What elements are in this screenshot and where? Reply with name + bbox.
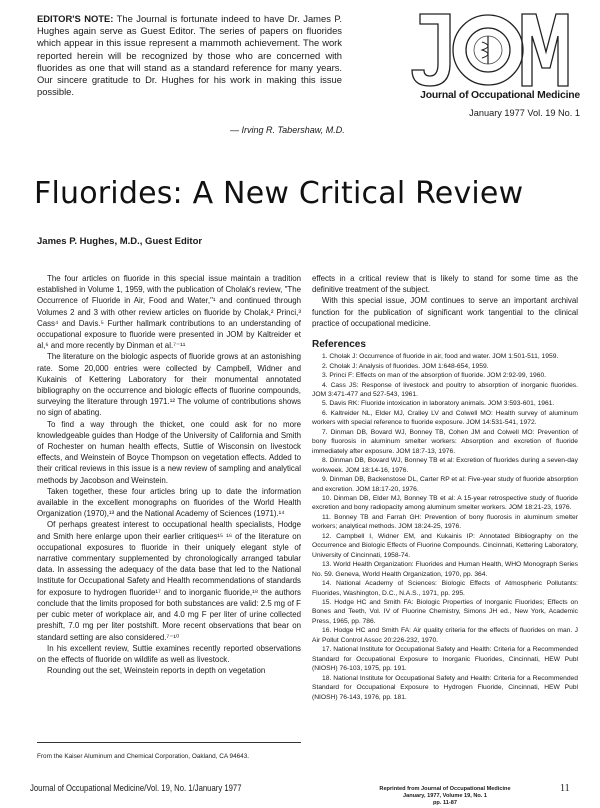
body-paragraph: Taken together, these four articles bring up to date the information available in the excellent monographs on fluorides of the World Health Organization (1970),¹³ and the National Academy of Sciences (1971).¹⁴	[37, 486, 301, 519]
reference-item: 4. Cass JS: Response of livestock and poultry to absorption of inorganic fluorides. JOM 3:471-477 and 527-543, 1961.	[312, 381, 578, 399]
reprint-line: Reprinted from Journal of Occupational Medicine	[379, 786, 511, 792]
body-paragraph: Of perhaps greatest interest to occupational health specialists, Hodge and Smith here enlarge upon their earlier critiques¹⁵ ¹⁶ of the literature on occupational exposures to fluoride in their uniquely elegant style of narrative commentary supplemented by chronologically arranged tabular data. In assessing the adequacy of the data base that led to the National Institute for Occupational Safety and Health recommendations of standards for exposure to hydrogen fluoride¹⁷ and to inorganic fluoride,¹⁸ the authors conclude that the limits proposed for both substances are valid: 2.5 mg of F per cubic meter of workplace air, and 4.0 mg F per liter of urine collected preshift, 7.0 mg per liter postshift. More recent observations that bear on standard setting are also considered.⁷⁻¹⁰	[37, 520, 301, 642]
jom-logo	[410, 12, 570, 88]
reference-item: 2. Cholak J: Analysis of fluorides. JOM 1:648-654, 1959.	[322, 362, 489, 370]
journal-name: Journal of Occupational Medicine	[420, 90, 580, 101]
reprint-notice	[370, 786, 520, 808]
reference-item: 6. Kaltreider NL, Elder MJ, Cralley LV and Colwell MO: Health survey of aluminum workers with special reference to fluoride exposure. JOM 14:531-541, 1972.	[312, 409, 578, 427]
reference-item: 9. Dinman DB, Backenstose DL, Carter RP et al: Five-year study of fluoride absorption and excretion. JOM 18:17-20, 1976.	[312, 476, 578, 493]
reference-item: 16. Hodge HC and Smith FA: Air quality criteria for the effects of fluorides on man. J Air Pollut Control Assoc 20:226-232, 1970.	[312, 627, 578, 644]
reference-item: 7. Dinman DB, Bovard WJ, Bonney TB, Cohen JM and Colwell MO: Prevention of bony fluorosis in aluminum smelter workers: Absorption and excretion of fluoride immediately after exposure. JOM 18:7-13, 1976.	[312, 428, 578, 455]
body-paragraph: The literature on the biologic aspects of fluoride grows at an astonishing rate. Some 20,000 entries were collected by Campbell, Widner and Kukainis of Kettering Laboratory for their monumental annotated bibliography on the occurrence and biologic effects of fluorine compounds, surveying the literature through 1971.¹² The volume of contributions shows no sign of abating.	[37, 352, 301, 418]
body-paragraph: The four articles on fluoride in this special issue maintain a tradition established in Volume 1, 1959, with the publication of Cholak's review, "The Occurrence of Fluoride in Air, Food and Water,"¹ and continued through Volumes 2 and 3 with other review articles on fluoride by Cholak,² Princi,³ Cass⁴ and Davis.⁵ Further hallmark contributions to an understanding of occupational exposure to fluoride were presented in JOM by Kaltreider et al,⁶ and more recently by Dinman et al.⁷⁻¹¹	[37, 274, 301, 351]
left-column	[37, 273, 301, 676]
reference-item: 11. Bonney TB and Farrah GH: Prevention of bony fluorosis in aluminum smelter workers; analytical methods. JOM 18:24-25, 1976.	[312, 513, 578, 531]
running-footer: Journal of Occupational Medicine/Vol. 19, No. 1/January 1977	[30, 783, 242, 793]
reference-item: 10. Dinman DB, Elder MJ, Bonney TB et al: A 15-year retrospective study of fluoride excretion and bony radiopacity among aluminum smelter workers. JOM 18:21-23, 1976.	[312, 495, 578, 512]
reference-item: 14. National Academy of Sciences: Biologic Effects of Atmospheric Pollutants: Fluorides, Washington, D.C., N.A.S., 1971, pp. 295.	[312, 580, 578, 597]
reference-item: 17. National Institute for Occupational Safety and Health: Criteria for a Recommended Standard for Occupational Exposure to Inorganic Fluorides, Cincinnati, HEW Publ (NIOSH) 76-103, 1975, pp. 191.	[312, 646, 578, 673]
page-number: 11	[560, 783, 570, 794]
footnote-divider	[37, 742, 301, 743]
body-paragraph: In his excellent review, Suttie examines recently reported observations on the effects of fluoride on wildlife as well as livestock.	[37, 643, 301, 664]
editors-note-signature: — Irving R. Tabershaw, M.D.	[230, 125, 345, 135]
reprint-line: January, 1977, Volume 19, No. 1	[402, 793, 488, 800]
article-byline: James P. Hughes, M.D., Guest Editor	[37, 236, 203, 247]
editors-note	[37, 13, 342, 98]
reference-item: 12. Campbell I, Widner EM, and Kukainis IP: Annotated Bibliography on the Occurrence and Biologic Effects of Fluorine Compounds. Cincinnati, Kettering Laboratory, University of Cincinnati, 1958-74.	[312, 532, 578, 559]
editors-note-text: The Journal is fortunate indeed to have Dr. James P. Hughes again serve as Guest Editor. The series of papers on fluorides which appear in this issue represent a mammoth achievement. The work reported herein will be recognized by those who are concerned with fluorides as one that will stand as a standard reference for many years. Our sincere gratitude to Dr. Hughes for his work in making this issue possible.	[37, 13, 342, 98]
author-affiliation: From the Kaiser Aluminum and Chemical Corporation, Oakland, CA 94643.	[37, 753, 250, 760]
references-list	[312, 352, 578, 702]
reference-item: 3. Princi F: Effects on man of the absorption of fluoride. JOM 2:92-99, 1960.	[322, 372, 547, 380]
jom-logo-icon	[410, 12, 570, 88]
reference-item: 5. Davis RK: Fluoride intoxication in laboratory animals. JOM 3:593-601, 1961.	[322, 400, 555, 408]
reference-item: 13. World Health Organization: Fluorides and Human Health, WHO Monograph Series No. 59. Geneva, World Health Organization, 1970, pp. 364.	[312, 561, 578, 578]
right-column	[312, 273, 578, 702]
body-paragraph: effects in a critical review that is likely to stand for some time as the definitive treatment of the subject.	[312, 274, 578, 295]
reprint-line: pp. 11-87	[433, 800, 457, 807]
reference-item: 18. National Institute for Occupational Safety and Health: Criteria for a Recommended Standard for Occupational Exposure to Hydrogen Fluoride, Cincinnati, HEW Publ (NIOSH) 76-143, 1976, pp. 181.	[312, 674, 578, 701]
references-heading: References	[312, 339, 366, 351]
issue-info: January 1977 Vol. 19 No. 1	[469, 108, 580, 118]
body-paragraph: To find a way through the thicket, one could ask for no more knowledgeable guides than Hodge of the University of California and Smith of Rochester on human health effects, Suttie of Wisconsin on livestock effects, and Weinstein of Boyce Thompson on vegetation effects. Added to their critical reviews in this issue is a new review of sampling and analytical methods by Jacobson and Weinstein.	[37, 419, 301, 485]
editors-note-label: EDITOR'S NOTE:	[37, 13, 114, 24]
reference-item: 15. Hodge HC and Smith FA: Biologic Properties of Inorganic Fluorides; Effects on Bones and Teeth, Vol. IV of Fluorine Chemistry, Simons JH ed., New York, Academic Press, 1965, pp. 786.	[312, 599, 578, 625]
body-paragraph: Rounding out the set, Weinstein reports in depth on vegetation	[47, 666, 266, 676]
reference-item: 1. Cholak J: Occurrence of fluoride in air, food and water. JOM 1:501-511, 1959.	[322, 353, 559, 361]
body-paragraph: With this special issue, JOM continues to serve an important archival function for the publication of significant work tangential to the clinical practice of occupational medicine.	[312, 296, 578, 328]
article-title: Fluorides: A New Critical Review	[34, 176, 524, 211]
reference-item: 8. Dinman DB, Bovard WJ, Bonney TB et al: Excretion of fluorides during a seven-day workweek. JOM 18:14-16, 1976.	[312, 457, 578, 474]
